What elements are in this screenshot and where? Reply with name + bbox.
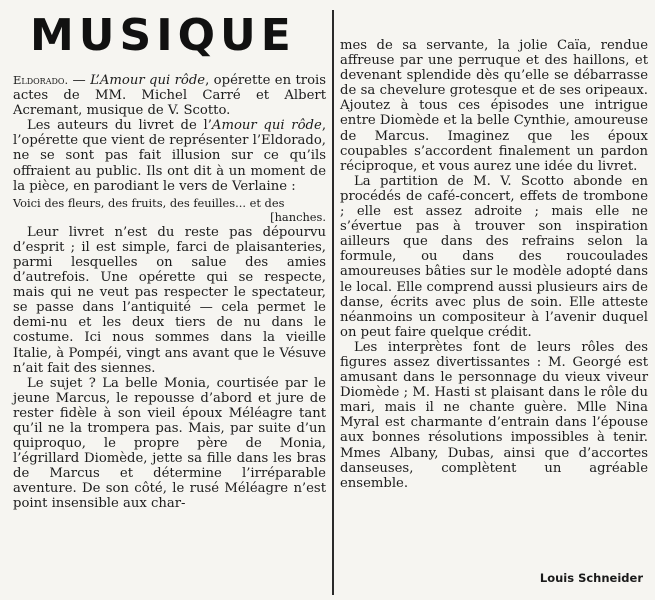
plot-paragraph: Le sujet ? La belle Monia, courtisée par le jeune Marcus, le repousse d’abord et jure de rester fidèle à son vieil époux Méléagre tant qu’il ne la trompera pas. Mais, par suite d’un quiproquo, le propre père de Monia, l’égrillard Diomède, jette sa fille dans les bras de Marcus et détermine l’irréparable aventure. De son côté, le rusé Méléagre n’est point insensible aux char- <box>13 375 326 512</box>
lead-dash: — <box>68 73 91 88</box>
lead-credits: , opérette en trois actes de MM. Michel Carré et Albert Acremant, musique de V. Scotto. <box>13 73 327 119</box>
work-title: L’Amour qui rôde <box>90 73 206 88</box>
intro-work-title: Amour qui rôde <box>211 118 322 134</box>
left-column-text <box>13 73 326 512</box>
verse-quote <box>13 196 326 224</box>
venue-name: Eldorado. <box>13 73 69 87</box>
author-signature: Louis Schneider <box>539 571 643 585</box>
libretto-paragraph: Leur livret n’est du reste pas dépourvu d’esprit ; il est simple, farci de plaisanteries, parmi lesquelles on salue des amies d’autrefois. Une opérette qui se respecte, mais qui ne veut pas respecter le spectateur, se passe dans l’antiquité — cela permet le demi-nu et les deux tiers de nu dans le costume. Ici nous sommes dans la vieille Italie, à Pompéi, vingt ans avant que le Vésuve n’ait fait des siennes. <box>13 224 326 376</box>
plot-continuation: mes de sa servante, la jolie Caïa, rendue affreuse par une perruque et des haillons, et devenant splendide dès qu’elle se débarrasse de sa chevelure grotesque et de ses oripeaux. Ajoutez à tous ces épisodes une intrigue entre Diomède et la belle Cynthie, amoureuse de Marcus. Imaginez que les époux coupables s’accordent finalement un pardon réciproque, et vous aurez une idée du livret. <box>340 38 648 174</box>
intro-text-start: Les auteurs du livret de l’ <box>27 118 212 134</box>
page-title: MUSIQUE <box>30 10 296 61</box>
verse-line: Voici des fleurs, des fruits, des feuilles... et des <box>13 195 285 210</box>
verse-line-end: [hanches. <box>270 209 326 224</box>
right-column <box>340 38 648 491</box>
lead-paragraph <box>13 73 326 118</box>
intro-text-end: , l’opérette que vient de représenter l’Eldorado, ne se sont pas fait illusion sur ce qu’ils offraient au public. Ils ont dit à un moment de la pièce, en parodiant le vers de Verlaine : <box>13 118 327 194</box>
score-paragraph: La partition de M. V. Scotto abonde en procédés de café-concert, effets de trombone ; elle est assez adroite ; mais elle ne s’évertue pas à trouver son inspiration ailleurs que dans des refrains selon la formule, ou dans des roucoulades amoureuses bâties sur le modèle adopté dans le local. Elle comprend aussi plusieurs airs de danse, écrits avec plus de soin. Elle atteste néanmoins un compositeur à l’avenir duquel on peut faire quelque crédit. <box>340 173 648 340</box>
intro-paragraph <box>13 118 326 193</box>
cast-paragraph: Les interprètes font de leurs rôles des figures assez divertissantes : M. Georgé est amusant dans le personnage du vieux viveur Diomède ; M. Hasti st plaisant dans le rôle du mari, mais il ne chante guère. Mlle Nina Myral est charmante d’entrain dans l’épouse aux bonnes résolutions impossibles à tenir. Mmes Albany, Dubas, ainsi que d’accortes danseuses, complètent un agréable ensemble. <box>340 339 648 491</box>
column-divider <box>332 10 334 595</box>
